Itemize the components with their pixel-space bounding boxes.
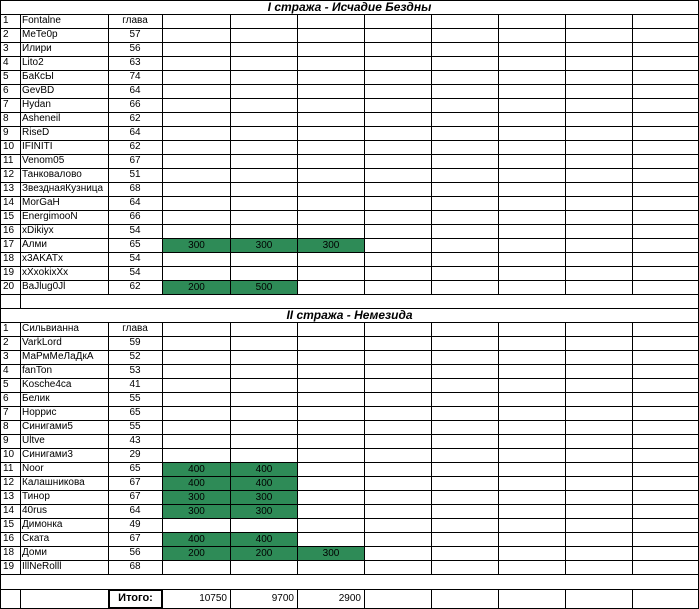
column-gridline xyxy=(498,589,499,609)
chapter-value-cell[interactable]: 65 xyxy=(129,463,141,474)
player-name-cell[interactable]: Синигами5 xyxy=(22,421,73,432)
contribution-cell[interactable]: 400 xyxy=(231,477,297,490)
player-name-cell[interactable]: xXxokixXx xyxy=(22,267,69,278)
player-name-header[interactable]: Fontalne xyxy=(22,15,61,26)
contribution-cell[interactable]: 200 xyxy=(163,281,230,294)
row-number[interactable]: 15 xyxy=(3,211,15,222)
chapter-value-cell[interactable]: 63 xyxy=(129,57,141,68)
player-name-cell[interactable]: 40rus xyxy=(22,505,48,516)
contribution-cell[interactable]: 300 xyxy=(298,239,364,252)
row-number[interactable]: 18 xyxy=(3,547,15,558)
chapter-value-cell[interactable]: 64 xyxy=(129,85,141,96)
player-name-cell[interactable]: MeTe0p xyxy=(22,29,58,40)
contribution-cell[interactable]: 300 xyxy=(231,239,297,252)
row-number[interactable]: 2 xyxy=(3,29,9,40)
row-number[interactable]: 8 xyxy=(3,113,9,124)
totals-label: Итого: xyxy=(109,590,162,608)
player-name-cell[interactable]: Белик xyxy=(22,393,50,404)
chapter-value-cell[interactable]: 64 xyxy=(129,505,141,516)
chapter-value-cell[interactable]: 56 xyxy=(129,43,141,54)
row-number[interactable]: 2 xyxy=(3,337,9,348)
row-number[interactable]: 1 xyxy=(3,323,9,334)
chapter-value-cell[interactable]: 67 xyxy=(129,491,141,502)
contribution-cell[interactable]: 300 xyxy=(298,547,364,560)
row-number[interactable]: 15 xyxy=(3,519,15,530)
contribution-cell[interactable]: 400 xyxy=(163,533,230,546)
chapter-value-cell[interactable]: 68 xyxy=(129,183,141,194)
total-value[interactable]: 9700 xyxy=(271,593,294,604)
chapter-value-cell[interactable]: 52 xyxy=(129,351,141,362)
player-name-cell[interactable]: fanTon xyxy=(22,365,53,376)
chapter-value-cell[interactable]: 55 xyxy=(129,393,141,404)
column-gridline xyxy=(364,322,365,575)
row-number[interactable]: 12 xyxy=(3,169,15,180)
row-number[interactable]: 11 xyxy=(3,155,14,166)
chapter-value-cell[interactable]: 57 xyxy=(129,29,141,40)
row-number[interactable]: 16 xyxy=(3,533,15,544)
chapter-value-cell[interactable]: 55 xyxy=(129,421,141,432)
row-number[interactable]: 10 xyxy=(3,449,15,460)
contribution-cell[interactable]: 200 xyxy=(163,547,230,560)
player-name-cell[interactable]: RiseD xyxy=(22,127,50,138)
total-value[interactable]: 10750 xyxy=(199,593,227,604)
player-name-cell[interactable]: Asheneil xyxy=(22,113,61,124)
player-name-cell[interactable]: Димонка xyxy=(22,519,63,530)
player-name-cell[interactable]: x3AKATx xyxy=(22,253,63,264)
contribution-cell[interactable]: 300 xyxy=(231,505,297,518)
player-name-cell[interactable]: Тинор xyxy=(22,491,50,502)
chapter-value-cell[interactable]: 65 xyxy=(129,239,141,250)
contribution-cell[interactable]: 400 xyxy=(231,463,297,476)
player-name-cell[interactable]: Норрис xyxy=(22,407,57,418)
row-number[interactable]: 17 xyxy=(3,239,15,250)
row-number[interactable]: 19 xyxy=(3,267,15,278)
chapter-value-cell[interactable]: 62 xyxy=(129,141,141,152)
chapter-value-cell[interactable]: 54 xyxy=(129,253,141,264)
chapter-value-cell[interactable]: 67 xyxy=(129,155,141,166)
row-number[interactable]: 10 xyxy=(3,141,15,152)
player-name-cell[interactable]: GevBD xyxy=(22,85,55,96)
player-name-cell[interactable]: ЗвезднаяКузница xyxy=(22,183,104,194)
total-value[interactable]: 2900 xyxy=(338,593,361,604)
chapter-value-cell[interactable]: 51 xyxy=(129,169,141,180)
row-number[interactable]: 6 xyxy=(3,393,9,404)
row-number[interactable]: 14 xyxy=(3,505,15,516)
row-number[interactable]: 12 xyxy=(3,477,15,488)
row-number[interactable]: 11 xyxy=(3,463,14,474)
player-name-cell[interactable]: Синигами3 xyxy=(22,449,73,460)
contribution-cell[interactable]: 400 xyxy=(163,477,230,490)
player-name-header[interactable]: Сильвианна xyxy=(22,323,79,334)
row-number[interactable]: 18 xyxy=(3,253,15,264)
section-title: II стража - Немезида xyxy=(286,308,413,322)
player-name-cell[interactable]: Lito2 xyxy=(22,57,44,68)
contribution-cell[interactable]: 300 xyxy=(231,491,297,504)
column-gridline xyxy=(632,589,633,609)
column-gridline xyxy=(230,14,231,294)
row-number[interactable]: 6 xyxy=(3,85,9,96)
section-title: I стража - Исчадие Бездны xyxy=(267,0,432,14)
row-number[interactable]: 20 xyxy=(3,281,15,292)
column-gridline xyxy=(20,294,21,308)
player-name-cell[interactable]: BaJlug0Jl xyxy=(22,281,66,292)
row-number[interactable]: 19 xyxy=(3,561,15,572)
player-name-cell[interactable]: Ската xyxy=(22,533,50,544)
chapter-value-cell[interactable]: 56 xyxy=(129,547,141,558)
column-gridline xyxy=(565,322,566,575)
player-name-cell[interactable]: БаКсЫ xyxy=(22,71,54,82)
row-number[interactable]: 4 xyxy=(3,365,9,376)
row-number[interactable]: 3 xyxy=(3,43,9,54)
row-number[interactable]: 7 xyxy=(3,407,9,418)
chapter-value-cell[interactable]: 59 xyxy=(129,337,141,348)
row-number[interactable]: 16 xyxy=(3,225,15,236)
row-number[interactable]: 13 xyxy=(3,491,15,502)
player-name-cell[interactable]: EnergimooN xyxy=(22,211,78,222)
chapter-value-cell[interactable]: 54 xyxy=(129,225,141,236)
column-gridline xyxy=(364,14,365,294)
player-name-cell[interactable]: Noor xyxy=(22,463,44,474)
column-gridline xyxy=(632,14,633,294)
row-number[interactable]: 5 xyxy=(3,71,9,82)
column-gridline xyxy=(565,14,566,294)
row-number[interactable]: 9 xyxy=(3,127,9,138)
chapter-value-cell[interactable]: 66 xyxy=(129,211,141,222)
contribution-cell[interactable]: 300 xyxy=(163,491,230,504)
contribution-cell[interactable]: 400 xyxy=(231,533,297,546)
column-gridline xyxy=(498,322,499,575)
chapter-value-cell[interactable]: 62 xyxy=(129,113,141,124)
player-name-cell[interactable]: Доми xyxy=(22,547,47,558)
player-name-cell[interactable]: Ultve xyxy=(22,435,45,446)
column-gridline xyxy=(297,14,298,294)
column-gridline xyxy=(20,589,21,609)
column-gridline xyxy=(565,589,566,609)
row-number[interactable]: 3 xyxy=(3,351,9,362)
column-gridline xyxy=(431,322,432,575)
chapter-value-cell[interactable]: 49 xyxy=(129,519,141,530)
contribution-cell[interactable]: 500 xyxy=(231,281,297,294)
column-gridline xyxy=(162,14,163,294)
chapter-value-cell[interactable]: 41 xyxy=(129,379,141,390)
contribution-cell[interactable]: 300 xyxy=(163,239,230,252)
player-name-cell[interactable]: Алми xyxy=(22,239,47,250)
row-gridline xyxy=(0,574,699,575)
row-gridline xyxy=(0,294,699,295)
chapter-value-cell[interactable]: 67 xyxy=(129,477,141,488)
chapter-value-cell[interactable]: 53 xyxy=(129,365,141,376)
column-gridline xyxy=(431,14,432,294)
column-header-glava[interactable]: глава xyxy=(122,323,148,334)
column-gridline xyxy=(297,322,298,575)
chapter-value-cell[interactable]: 64 xyxy=(129,127,141,138)
chapter-value-cell[interactable]: 43 xyxy=(129,435,141,446)
column-header-glava[interactable]: глава xyxy=(122,15,148,26)
player-name-cell[interactable]: Hydan xyxy=(22,99,51,110)
column-gridline xyxy=(364,589,365,609)
row-gridline xyxy=(0,589,699,590)
player-name-cell[interactable]: IllNeRolll xyxy=(22,561,62,572)
contribution-cell[interactable]: 300 xyxy=(163,505,230,518)
column-gridline xyxy=(632,322,633,575)
chapter-value-cell[interactable]: 74 xyxy=(129,71,141,82)
chapter-value-cell[interactable]: 68 xyxy=(129,561,141,572)
row-number[interactable]: 13 xyxy=(3,183,15,194)
player-name-cell[interactable]: IFINITI xyxy=(22,141,53,152)
player-name-cell[interactable]: xDikiyx xyxy=(22,225,54,236)
chapter-value-cell[interactable]: 62 xyxy=(129,281,141,292)
player-name-cell[interactable]: Танковалово xyxy=(22,169,82,180)
chapter-value-cell[interactable]: 54 xyxy=(129,267,141,278)
row-number[interactable]: 4 xyxy=(3,57,9,68)
chapter-value-cell[interactable]: 64 xyxy=(129,197,141,208)
player-name-cell[interactable]: Venom05 xyxy=(22,155,65,166)
player-name-cell[interactable]: VarkLord xyxy=(22,337,62,348)
column-gridline xyxy=(431,589,432,609)
player-name-cell[interactable]: МаРмМеЛаДкА xyxy=(22,351,94,362)
column-gridline xyxy=(498,14,499,294)
row-number[interactable]: 1 xyxy=(3,15,9,26)
chapter-value-cell[interactable]: 66 xyxy=(129,99,141,110)
chapter-value-cell[interactable]: 65 xyxy=(129,407,141,418)
player-name-cell[interactable]: Илири xyxy=(22,43,52,54)
row-number[interactable]: 7 xyxy=(3,99,9,110)
chapter-value-cell[interactable]: 67 xyxy=(129,533,141,544)
contribution-cell[interactable]: 200 xyxy=(231,547,297,560)
chapter-value-cell[interactable]: 29 xyxy=(129,449,141,460)
row-number[interactable]: 8 xyxy=(3,421,9,432)
contribution-cell[interactable]: 400 xyxy=(163,463,230,476)
player-name-cell[interactable]: MorGaH xyxy=(22,197,60,208)
row-number[interactable]: 5 xyxy=(3,379,9,390)
row-number[interactable]: 9 xyxy=(3,435,9,446)
player-name-cell[interactable]: Kosche4ca xyxy=(22,379,72,390)
row-number[interactable]: 14 xyxy=(3,197,15,208)
player-name-cell[interactable]: Калашникова xyxy=(22,477,85,488)
